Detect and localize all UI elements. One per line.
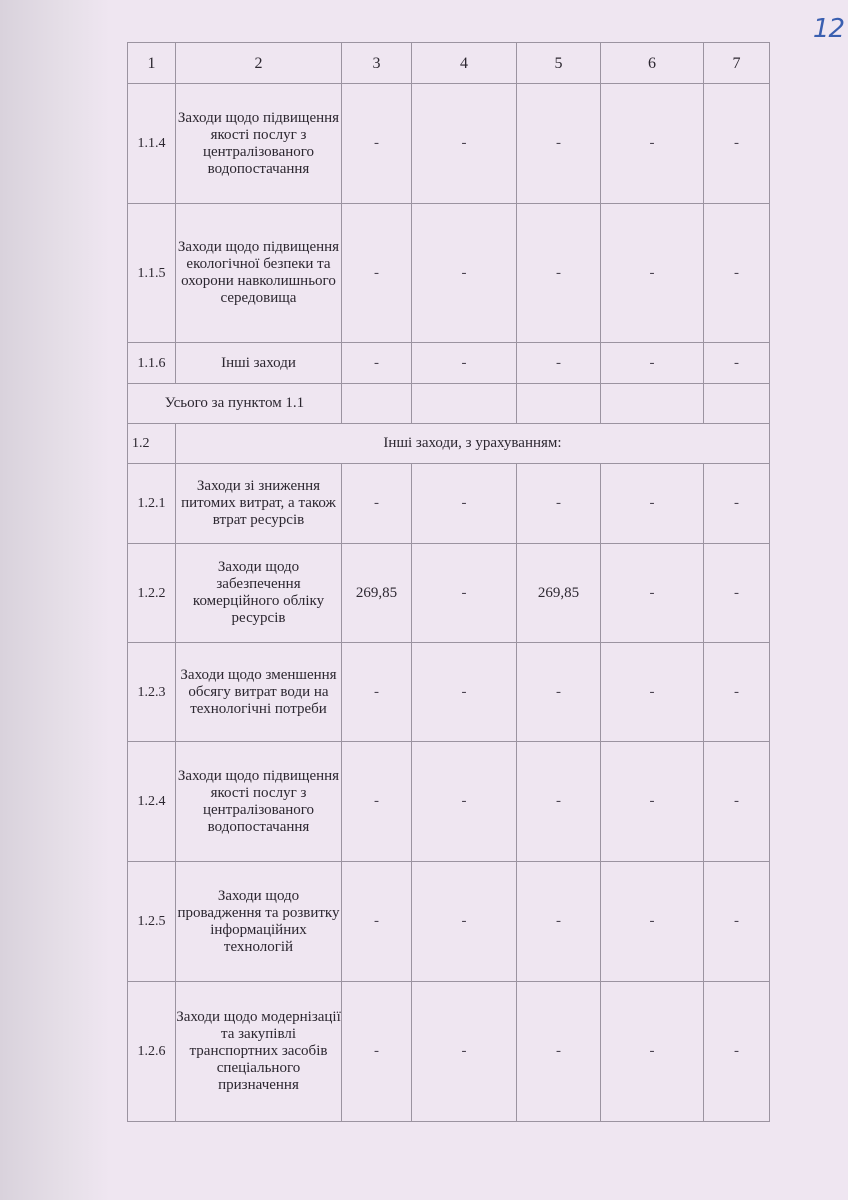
col-header-7: 7: [704, 43, 770, 84]
total-c7: [704, 384, 770, 424]
cell-c3: -: [342, 742, 412, 862]
table-row: [128, 742, 770, 862]
total-c3: [342, 384, 412, 424]
cell-c6: -: [601, 464, 704, 544]
row-number: 1.1.6: [128, 343, 176, 384]
row-number: 1.1.4: [128, 84, 176, 204]
measure-name: Заходи зі зниження питомих витрат, а також втрат ресурсів: [176, 464, 342, 544]
table-row: [128, 84, 770, 204]
measure-name: Заходи щодо модернізації та закупівлі транспортних засобів спеціального призначення: [176, 982, 342, 1122]
measure-name: Заходи щодо забезпечення комерційного обліку ресурсів: [176, 544, 342, 643]
table-row: [128, 862, 770, 982]
cell-c4: -: [412, 464, 517, 544]
section-title: Інші заходи, з урахуванням:: [176, 424, 770, 464]
table-row: [128, 204, 770, 343]
cell-c6: -: [601, 742, 704, 862]
cell-c5: -: [517, 742, 601, 862]
cell-c7: -: [704, 643, 770, 742]
measures-table: [127, 42, 770, 1122]
col-header-2: 2: [176, 43, 342, 84]
column-number-row: [128, 43, 770, 84]
cell-c6: -: [601, 343, 704, 384]
cell-c6: -: [601, 643, 704, 742]
cell-c3: -: [342, 862, 412, 982]
table-row: [128, 464, 770, 544]
cell-c3: -: [342, 464, 412, 544]
cell-c6: -: [601, 204, 704, 343]
total-c6: [601, 384, 704, 424]
cell-c5: -: [517, 204, 601, 343]
cell-c3: -: [342, 643, 412, 742]
cell-c5: -: [517, 343, 601, 384]
cell-c4: -: [412, 343, 517, 384]
cell-c7: -: [704, 343, 770, 384]
cell-c7: -: [704, 862, 770, 982]
cell-c7: -: [704, 742, 770, 862]
col-header-3: 3: [342, 43, 412, 84]
measure-name: Інші заходи: [176, 343, 342, 384]
cell-c4: -: [412, 742, 517, 862]
table-row: [128, 982, 770, 1122]
col-header-5: 5: [517, 43, 601, 84]
binding-shadow: [0, 0, 110, 1200]
cell-c5: -: [517, 982, 601, 1122]
cell-c5: -: [517, 84, 601, 204]
cell-c3: -: [342, 204, 412, 343]
table-row: [128, 544, 770, 643]
section-row: [128, 424, 770, 464]
col-header-6: 6: [601, 43, 704, 84]
row-number: 1.2.4: [128, 742, 176, 862]
table-row: [128, 643, 770, 742]
measure-name: Заходи щодо провадження та розвитку інформаційних технологій: [176, 862, 342, 982]
total-row: [128, 384, 770, 424]
cell-c6: -: [601, 84, 704, 204]
cell-c7: -: [704, 464, 770, 544]
cell-c7: -: [704, 204, 770, 343]
row-number: 1.2.3: [128, 643, 176, 742]
measure-name: Заходи щодо підвищення якості послуг з централізованого водопостачання: [176, 742, 342, 862]
row-number: 1.2.2: [128, 544, 176, 643]
row-number: 1.2.1: [128, 464, 176, 544]
row-number: 1.2.6: [128, 982, 176, 1122]
cell-c3: -: [342, 343, 412, 384]
measure-name: Заходи щодо зменшення обсягу витрат води на технологічні потреби: [176, 643, 342, 742]
cell-c5: -: [517, 643, 601, 742]
section-number: 1.2: [128, 424, 176, 464]
cell-c3: -: [342, 84, 412, 204]
table-row: [128, 343, 770, 384]
cell-c4: -: [412, 544, 517, 643]
cell-c3: 269,85: [342, 544, 412, 643]
handwritten-page-number: 12: [812, 14, 844, 44]
cell-c7: -: [704, 84, 770, 204]
cell-c7: -: [704, 544, 770, 643]
row-number: 1.1.5: [128, 204, 176, 343]
cell-c7: -: [704, 982, 770, 1122]
total-c4: [412, 384, 517, 424]
cell-c4: -: [412, 643, 517, 742]
measure-name: Заходи щодо підвищення екологічної безпеки та охорони навколишнього середовища: [176, 204, 342, 343]
cell-c5: -: [517, 862, 601, 982]
cell-c5: -: [517, 464, 601, 544]
cell-c6: -: [601, 982, 704, 1122]
row-number: 1.2.5: [128, 862, 176, 982]
measure-name: Заходи щодо підвищення якості послуг з централізованого водопостачання: [176, 84, 342, 204]
total-label: Усього за пунктом 1.1: [128, 384, 342, 424]
cell-c5: 269,85: [517, 544, 601, 643]
cell-c6: -: [601, 544, 704, 643]
col-header-1: 1: [128, 43, 176, 84]
cell-c4: -: [412, 84, 517, 204]
cell-c6: -: [601, 862, 704, 982]
cell-c4: -: [412, 862, 517, 982]
cell-c4: -: [412, 982, 517, 1122]
total-c5: [517, 384, 601, 424]
col-header-4: 4: [412, 43, 517, 84]
cell-c4: -: [412, 204, 517, 343]
cell-c3: -: [342, 982, 412, 1122]
